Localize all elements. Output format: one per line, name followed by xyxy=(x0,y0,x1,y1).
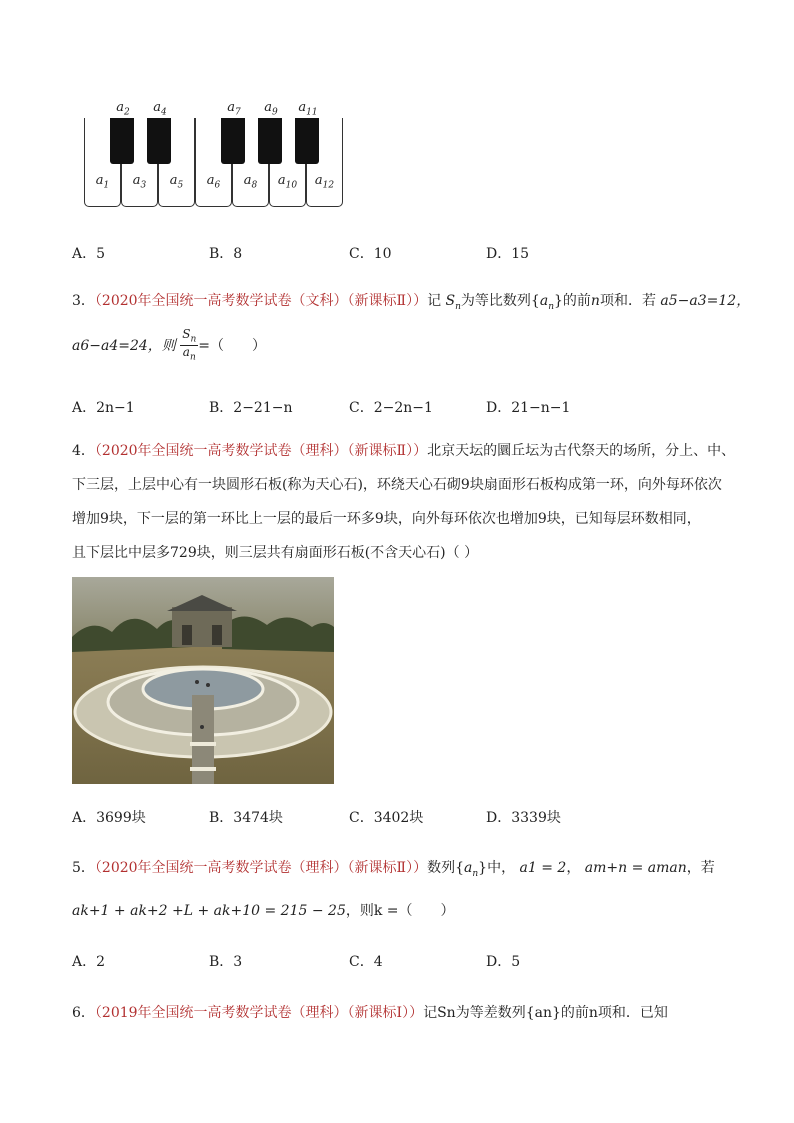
q2-option-d: D．15 xyxy=(486,246,530,262)
q2-option-a: A．5 xyxy=(72,246,106,262)
q4-option-c: C．3402块 xyxy=(349,810,424,826)
q5-condition-1: a1 = 2 xyxy=(519,860,567,876)
black-key-label: $a_9$ xyxy=(264,100,278,118)
q2-option-c: C．10 xyxy=(349,246,392,262)
q3-option-b: B．2−21−n xyxy=(209,400,293,416)
q5-text: 中， xyxy=(487,860,516,876)
q4-line-3: 增加9块，下一层的第一环比上一层的最后一环多9块，向外每环依次也增加9块，已知每层环数相同， xyxy=(72,511,701,527)
white-key-label: $a_{12}$ xyxy=(314,173,335,191)
q4-option-a: A．3699块 xyxy=(72,810,146,826)
q4-line-1 xyxy=(72,440,735,460)
q5-text: 数列 xyxy=(427,860,456,876)
q5-option-a: A．2 xyxy=(72,954,106,970)
q5-source: （2020年全国统一高考数学试卷（理科）（新课标Ⅱ）） xyxy=(94,860,428,876)
black-key-label: $a_{11}$ xyxy=(298,100,318,118)
q6-text: 记Sn为等差数列{an}的前n项和．已知 xyxy=(423,1005,668,1021)
white-key-label: $a_5$ xyxy=(169,173,184,191)
white-key-label: $a_1$ xyxy=(95,173,110,191)
q2-option-b: B．8 xyxy=(209,246,243,262)
q3-text: 记 xyxy=(427,293,442,309)
q3-line-1: 3．（2020年全国统一高考数学试卷（文科）（新课标Ⅱ））记 $S_n$为等比数列$\{a_n\}$的前n项和．若 a5−a3=12， xyxy=(72,293,751,312)
black-key-label: $a_4$ xyxy=(153,100,167,118)
q6-number: 6． xyxy=(72,1005,95,1021)
q5-option-c: C．4 xyxy=(349,954,383,970)
black-key xyxy=(147,118,171,164)
q3-option-d: D．21−n−1 xyxy=(486,400,571,416)
q4-number: 4． xyxy=(72,443,95,459)
q3-fraction: $\frac{S_n}{a_n}$ xyxy=(182,327,197,363)
black-key-label: $a_7$ xyxy=(227,100,241,118)
q5-text: ，若 xyxy=(686,860,715,876)
q3-condition-2: a6−a4=24，则 xyxy=(72,337,176,354)
piano-keyboard-figure xyxy=(84,118,346,208)
q3-option-a: A．2n−1 xyxy=(72,400,135,416)
q3-text: 为等比数列 xyxy=(460,293,531,309)
q4-text: 北京天坛的圜丘坛为古代祭天的场所，分上、中、 xyxy=(427,443,736,459)
q3-text: 的前 xyxy=(562,293,591,309)
q6-line-1 xyxy=(72,1002,668,1022)
q5-tail: ，则k =（ ） xyxy=(345,903,455,919)
black-key xyxy=(295,118,319,164)
q3-line-2 xyxy=(72,328,266,364)
temple-of-heaven-photo xyxy=(72,577,334,784)
white-key-label: $a_8$ xyxy=(243,173,258,191)
black-key-label: $a_2$ xyxy=(116,100,130,118)
q4-line-2: 下三层，上层中心有一块圆形石板(称为天心石)，环绕天心石砌9块扇面形石板构成第一环，向外每环依次 xyxy=(72,477,722,493)
q4-line-4: 且下层比中层多729块，则三层共有扇面形石板(不含天心石)（ ） xyxy=(72,545,479,561)
q5-number: 5． xyxy=(72,860,95,876)
q5-option-b: B．3 xyxy=(209,954,243,970)
black-key xyxy=(221,118,245,164)
q3-text: 项和．若 xyxy=(599,293,656,309)
q4-source: （2020年全国统一高考数学试卷（理科）（新课标Ⅱ）） xyxy=(94,443,428,459)
white-key-label: $a_6$ xyxy=(206,173,221,191)
q3-number: 3． xyxy=(72,293,95,309)
q4-option-d: D．3339块 xyxy=(486,810,561,826)
q5-condition-2: am+n = aman xyxy=(584,860,687,876)
q5-line-1: 5．（2020年全国统一高考数学试卷（理科）（新课标Ⅱ））数列$\{a_n\}$中， a1 = 2， am+n = aman，若 xyxy=(72,860,715,879)
q5-equation: ak+1 + ak+2 +L + ak+10 = 215 − 25 xyxy=(72,903,346,919)
q4-option-b: B．3474块 xyxy=(209,810,283,826)
q3-eq-tail: =（ ） xyxy=(198,337,267,354)
black-key xyxy=(110,118,134,164)
q5-option-d: D．5 xyxy=(486,954,521,970)
q6-source: （2019年全国统一高考数学试卷（理科）（新课标Ⅰ）） xyxy=(94,1005,424,1021)
q3-condition-1: a5−a3=12， xyxy=(660,293,751,309)
black-key xyxy=(258,118,282,164)
white-key-label: $a_3$ xyxy=(132,173,147,191)
white-key-label: $a_{10}$ xyxy=(277,173,298,191)
q5-line-2 xyxy=(72,900,455,920)
q3-source: （2020年全国统一高考数学试卷（文科）（新课标Ⅱ）） xyxy=(94,293,428,309)
q3-option-c: C．2−2n−1 xyxy=(349,400,433,416)
